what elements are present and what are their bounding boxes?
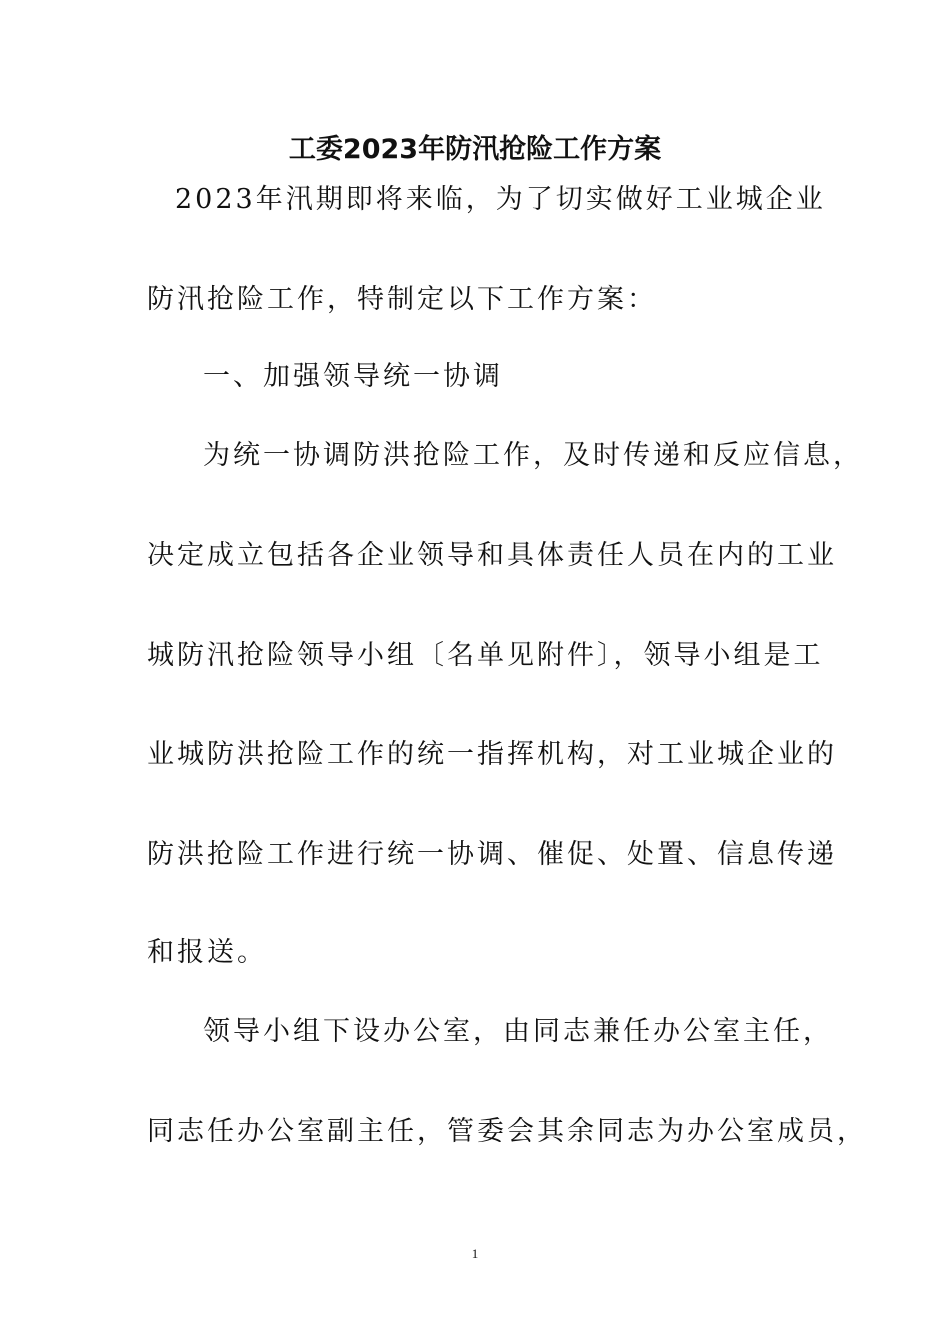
page-title: 工委2023年防汛抢险工作方案 xyxy=(288,134,662,165)
paragraph-line: 2023年汛期即将来临，为了切实做好工业城企业 xyxy=(175,184,826,215)
paragraph-line: 业城防洪抢险工作的统一指挥机构，对工业城企业的 xyxy=(147,739,837,770)
paragraph-line: 防汛抢险工作，特制定以下工作方案： xyxy=(147,284,657,315)
paragraph-line: 为统一协调防洪抢险工作，及时传递和反应信息， xyxy=(203,440,863,471)
section-heading: 一、加强领导统一协调 xyxy=(203,361,503,392)
paragraph-line: 领导小组下设办公室，由同志兼任办公室主任， xyxy=(203,1016,833,1047)
paragraph-line: 和报送。 xyxy=(147,937,267,968)
paragraph-line: 同志任办公室副主任，管委会其余同志为办公室成员， xyxy=(147,1116,867,1147)
paragraph-line: 防洪抢险工作进行统一协调、催促、处置、信息传递 xyxy=(147,839,837,870)
paragraph-line: 城防汛抢险领导小组〔名单见附件〕，领导小组是工 xyxy=(147,640,824,671)
paragraph-line: 决定成立包括各企业领导和具体责任人员在内的工业 xyxy=(147,540,837,571)
page-number: 1 xyxy=(471,1246,479,1261)
